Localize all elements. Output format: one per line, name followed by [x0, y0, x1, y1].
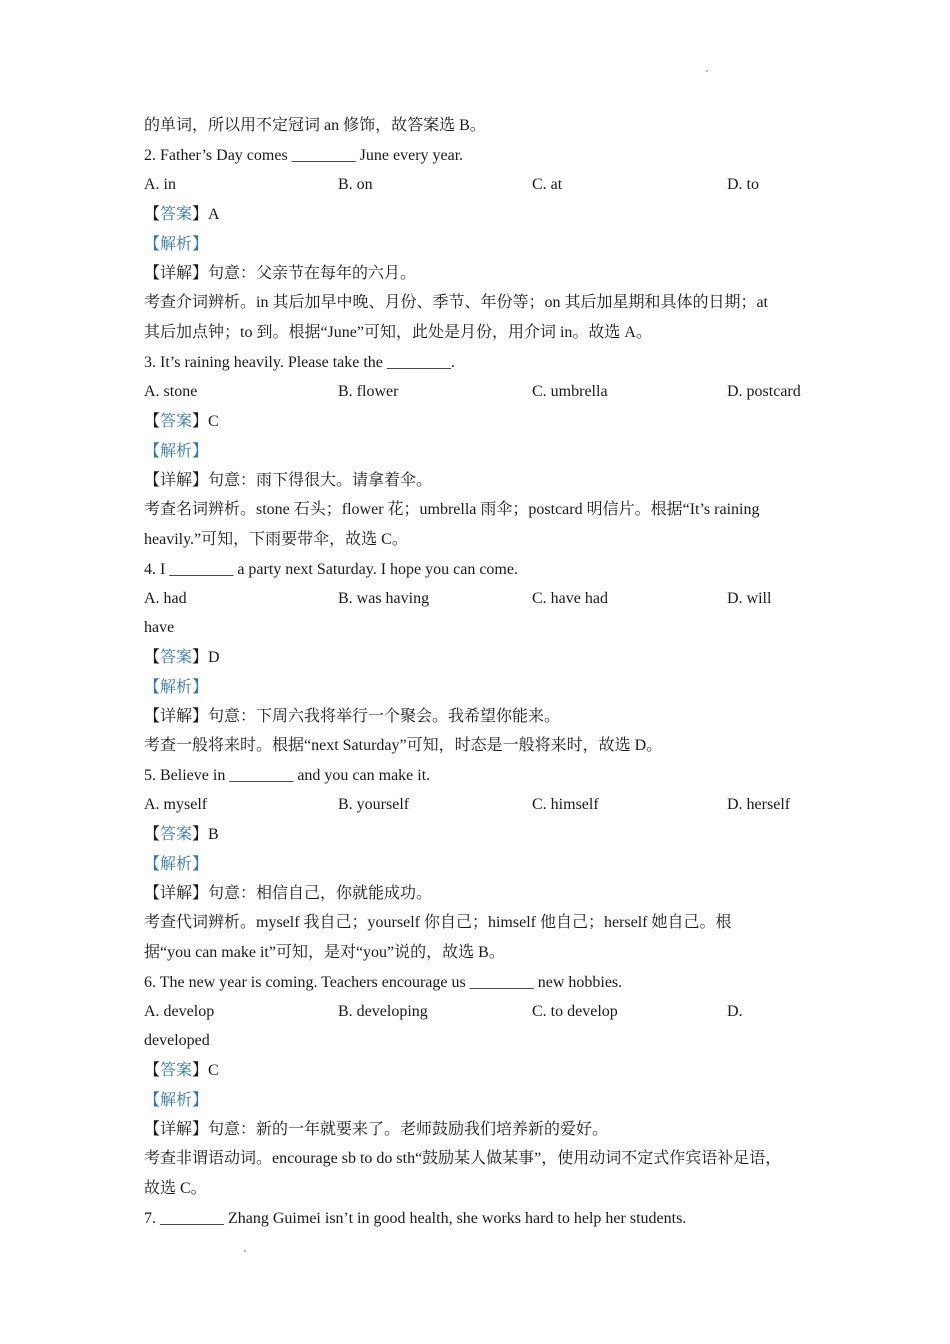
option-c: C. to develop — [532, 1003, 618, 1020]
explanation-line: 考查代词辨析。myself 我自己；yourself 你自己；himself 他自己；herself 她自己。根 — [144, 914, 732, 931]
answer-line: 【答案】D — [144, 649, 220, 666]
option-d: D. will — [727, 590, 772, 607]
question-4: 4. I ________ a party next Saturday. I hope you can come. — [144, 561, 518, 578]
explanation-line: 据“you can make it”可知，是对“you”说的，故选 B。 — [144, 944, 505, 961]
option-d-continued: have — [144, 619, 175, 636]
option-b: B. was having — [338, 590, 430, 607]
answer-value: D — [208, 649, 220, 666]
option-d: D. — [727, 1003, 743, 1020]
answer-label: 答案 — [160, 649, 193, 666]
analysis-line: 【解析】 — [144, 443, 209, 460]
detail-line: 【详解】句意：下周六我将举行一个聚会。我希望你能来。 — [144, 708, 561, 725]
answer-value: B — [208, 826, 219, 843]
analysis-label: 解析 — [160, 679, 193, 696]
answer-label: 答案 — [160, 826, 193, 843]
analysis-line: 【解析】 — [144, 679, 209, 696]
answer-line: 【答案】B — [144, 826, 219, 843]
question-2: 2. Father’s Day comes ________ June every year. — [144, 147, 464, 164]
answer-value: C — [208, 413, 219, 430]
detail-line: 【详解】句意：相信自己，你就能成功。 — [144, 885, 433, 902]
answer-label: 答案 — [160, 413, 193, 430]
option-a: A. myself — [144, 796, 208, 813]
answer-value: A — [208, 206, 220, 223]
explanation-line: 考查非谓语动词。encourage sb to do sth“鼓励某人做某事”，使用动词不定式作宾语补足语， — [144, 1150, 782, 1167]
option-b: B. yourself — [338, 796, 410, 813]
analysis-label: 解析 — [160, 443, 193, 460]
answer-value: C — [208, 1062, 219, 1079]
option-c: C. at — [532, 176, 563, 193]
option-a: A. in — [144, 176, 176, 193]
option-b: B. flower — [338, 383, 399, 400]
analysis-line: 【解析】 — [144, 856, 209, 873]
explanation-line: heavily.”可知，下雨要带伞，故选 C。 — [144, 531, 408, 548]
detail-line: 【详解】句意：新的一年就要来了。老师鼓励我们培养新的爱好。 — [144, 1121, 609, 1138]
option-a: A. develop — [144, 1003, 215, 1020]
option-a: A. had — [144, 590, 187, 607]
option-c: C. himself — [532, 796, 599, 813]
text-line: 的单词，所以用不定冠词 an 修饰，故答案选 B。 — [144, 117, 486, 134]
detail-line: 【详解】句意：父亲节在每年的六月。 — [144, 265, 417, 282]
question-3: 3. It’s raining heavily. Please take the ________. — [144, 354, 455, 371]
explanation-line: 考查名词辨析。stone 石头；flower 花；umbrella 雨伞；postcard 明信片。根据“It’s raining — [144, 501, 760, 518]
option-b: B. on — [338, 176, 373, 193]
question-7: 7. ________ Zhang Guimei isn’t in good health, she works hard to help her students. — [144, 1210, 687, 1227]
explanation-line: 其后加点钟；to 到。根据“June”可知，此处是月份，用介词 in。故选 A。 — [144, 324, 652, 341]
question-6: 6. The new year is coming. Teachers encourage us ________ new hobbies. — [144, 974, 623, 991]
analysis-label: 解析 — [160, 236, 193, 253]
analysis-line: 【解析】 — [144, 1092, 209, 1109]
explanation-line: 考查一般将来时。根据“next Saturday”可知，时态是一般将来时，故选 D。 — [144, 737, 663, 754]
question-5: 5. Believe in ________ and you can make it. — [144, 767, 431, 784]
option-d: D. herself — [727, 796, 791, 813]
detail-line: 【详解】句意：雨下得很大。请拿着伞。 — [144, 472, 433, 489]
option-c: C. umbrella — [532, 383, 608, 400]
explanation-line: 考查介词辨析。in 其后加早中晚、月份、季节、年份等；on 其后加星期和具体的日期；at — [144, 294, 768, 311]
option-c: C. have had — [532, 590, 608, 607]
explanation-line: 故选 C。 — [144, 1180, 207, 1197]
page-speck — [244, 1250, 246, 1252]
option-d-continued: developed — [144, 1032, 210, 1049]
answer-line: 【答案】C — [144, 1062, 219, 1079]
option-d: D. postcard — [727, 383, 801, 400]
analysis-label: 解析 — [160, 1092, 193, 1109]
option-a: A. stone — [144, 383, 198, 400]
answer-label: 答案 — [160, 206, 193, 223]
answer-line: 【答案】C — [144, 413, 219, 430]
analysis-label: 解析 — [160, 856, 193, 873]
option-b: B. developing — [338, 1003, 428, 1020]
option-d: D. to — [727, 176, 759, 193]
answer-label: 答案 — [160, 1062, 193, 1079]
analysis-line: 【解析】 — [144, 236, 209, 253]
answer-line: 【答案】A — [144, 206, 220, 223]
page-speck — [706, 70, 708, 72]
